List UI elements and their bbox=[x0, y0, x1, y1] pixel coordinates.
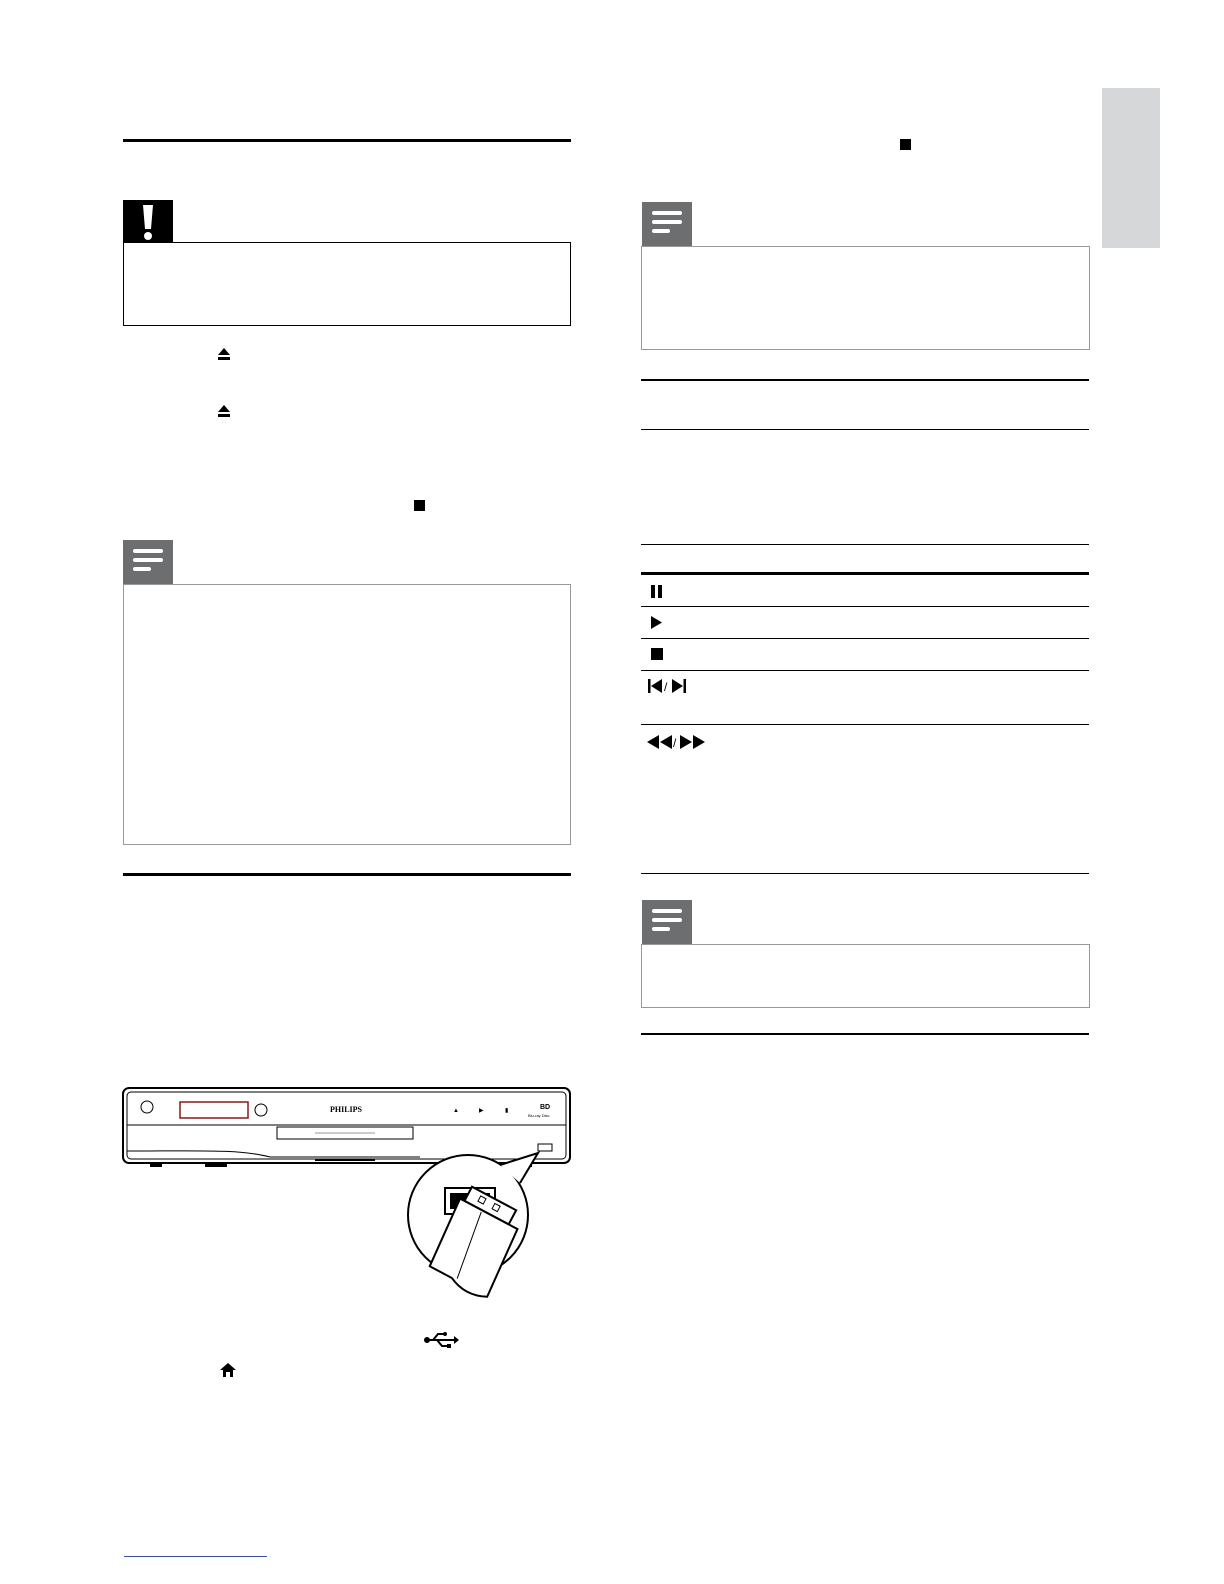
table-header-rule bbox=[641, 572, 1089, 575]
usb-icon bbox=[423, 1331, 459, 1349]
home-icon bbox=[220, 1363, 236, 1377]
table-top-rule bbox=[641, 544, 1089, 545]
section-rule bbox=[641, 429, 1089, 430]
svg-text:/: / bbox=[664, 680, 668, 693]
stop-icon bbox=[900, 139, 911, 150]
eject-icon bbox=[218, 348, 230, 360]
stop-icon bbox=[414, 500, 425, 511]
pause-icon bbox=[651, 585, 663, 598]
table-row-divider bbox=[641, 670, 1089, 671]
note-box bbox=[641, 246, 1090, 350]
section-rule bbox=[123, 873, 571, 876]
svg-text:BD: BD bbox=[540, 1104, 551, 1111]
svg-text:▶: ▶ bbox=[479, 1108, 484, 1114]
svg-text:▲: ▲ bbox=[453, 1108, 459, 1114]
svg-text:/: / bbox=[673, 736, 677, 749]
section-rule bbox=[641, 379, 1089, 381]
note-badge bbox=[642, 900, 692, 944]
note-box bbox=[641, 944, 1090, 1008]
note-badge bbox=[123, 540, 173, 584]
blu-ray-player-illustration bbox=[120, 1085, 575, 1300]
rewind-fast-forward-icon bbox=[647, 735, 707, 749]
previous-next-icon bbox=[648, 679, 688, 693]
caution-badge bbox=[123, 200, 173, 244]
svg-text:▮: ▮ bbox=[505, 1108, 509, 1114]
eject-icon bbox=[218, 405, 230, 417]
note-box bbox=[123, 584, 571, 845]
stop-icon bbox=[651, 648, 663, 660]
table-row-divider bbox=[641, 638, 1089, 639]
language-tab bbox=[1102, 88, 1160, 248]
section-rule bbox=[641, 1033, 1089, 1035]
play-icon bbox=[651, 616, 662, 629]
brand-label: PHILIPS bbox=[329, 1105, 363, 1114]
table-bottom-rule bbox=[641, 873, 1089, 874]
table-row-divider bbox=[641, 606, 1089, 607]
note-badge bbox=[642, 202, 692, 246]
exclamation-icon bbox=[140, 205, 156, 241]
footer-link-underline[interactable] bbox=[124, 1556, 267, 1557]
caution-box bbox=[123, 242, 571, 326]
section-rule bbox=[123, 139, 571, 142]
svg-text:Blu-ray Disc: Blu-ray Disc bbox=[528, 1113, 550, 1118]
table-row-divider bbox=[641, 724, 1089, 725]
